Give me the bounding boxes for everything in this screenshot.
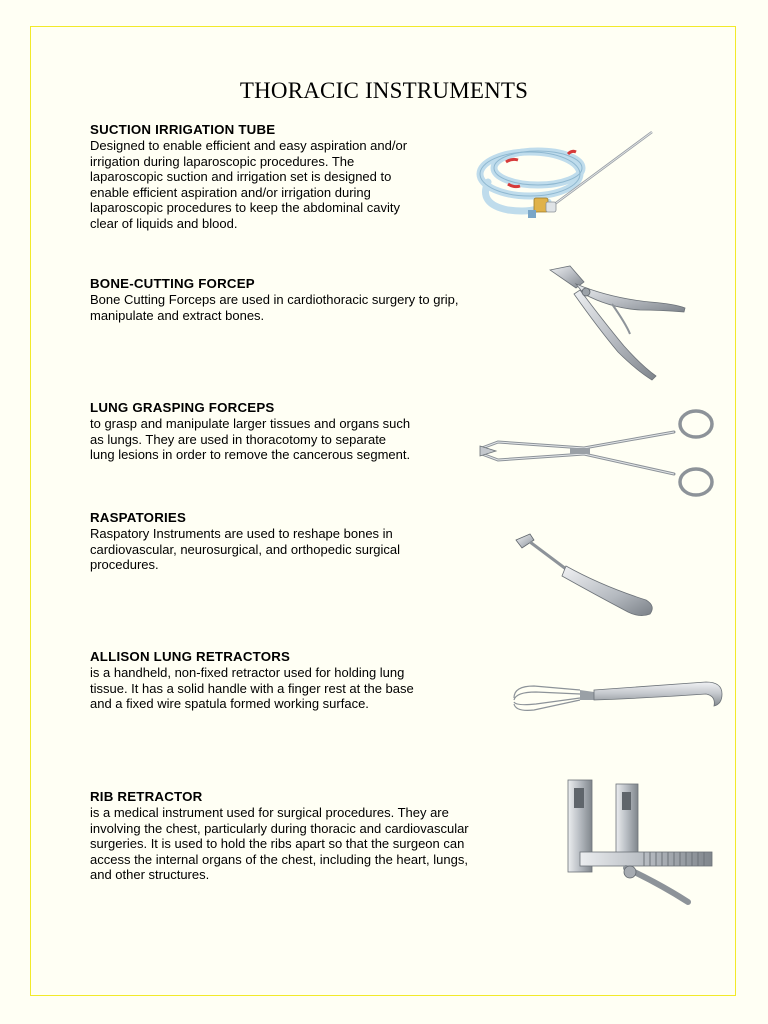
body-line: procedures. (90, 557, 159, 573)
section-body (90, 292, 530, 323)
body-line: enable efficient aspiration and/or irrigation during (90, 184, 371, 200)
section-suction-irrigation-tube (90, 122, 470, 232)
section-heading: ALLISON LUNG RETRACTORS (90, 649, 291, 664)
body-line: Raspatory Instruments are used to reshape bones in (90, 526, 393, 541)
body-line: Bone Cutting Forceps are used in cardiothoracic surgery to grip, (90, 292, 459, 307)
raspatory-image (510, 528, 660, 624)
section-body (90, 805, 550, 883)
body-line: involving the chest, particularly during thoracic and cardiovascular (90, 820, 469, 836)
body-line: is a handheld, non-fixed retractor used for holding lung (90, 665, 405, 680)
body-line: to grasp and manipulate larger tissues and organs such (90, 416, 411, 431)
document-title: THORACIC INSTRUMENTS (239, 78, 529, 103)
suction-irrigation-tube-image (468, 122, 668, 232)
body-line: and other structures. (90, 867, 210, 883)
lung-grasping-forceps-image (474, 404, 724, 500)
body-line: clear of liquids and blood. (90, 215, 238, 231)
section-bone-cutting-forcep (90, 276, 530, 323)
body-line: access the internal organs of the chest, including the heart, lungs, (90, 851, 468, 867)
rib-retractor-image (560, 776, 718, 912)
body-line: Designed to enable efficient and easy aspiration and/or (90, 138, 408, 153)
body-line: cardiovascular, neurosurgical, and orthopedic surgical (90, 541, 401, 557)
body-line: irrigation during laparoscopic procedures. The (90, 153, 355, 169)
body-line: surgeries. It is used to hold the ribs apart so that the surgeon can (90, 836, 465, 852)
section-allison-lung-retractors (90, 649, 470, 712)
body-line: lung lesions in order to remove the cancerous segment. (90, 447, 411, 463)
body-line: as lungs. They are used in thoracotomy to separate (90, 431, 387, 447)
section-raspatories (90, 510, 470, 573)
section-body (90, 138, 470, 232)
body-line: laparoscopic suction and irrigation set is designed to (90, 169, 392, 185)
section-heading: LUNG GRASPING FORCEPS (90, 400, 275, 415)
section-heading: BONE-CUTTING FORCEP (90, 276, 255, 291)
section-rib-retractor (90, 789, 550, 883)
section-heading: RIB RETRACTOR (90, 789, 203, 804)
section-body (90, 416, 470, 463)
bone-cutting-forcep-image (540, 262, 690, 384)
body-line: laparoscopic procedures to keep the abdominal cavity (90, 200, 401, 216)
body-line: is a medical instrument used for surgical procedures. They are (90, 805, 449, 820)
section-body (90, 526, 470, 573)
allison-lung-retractor-image (510, 674, 726, 722)
section-lung-grasping-forceps (90, 400, 470, 463)
section-body (90, 665, 470, 712)
section-heading: SUCTION IRRIGATION TUBE (90, 122, 276, 137)
body-line: and a fixed wire spatula formed working surface. (90, 696, 369, 712)
body-line: manipulate and extract bones. (90, 307, 265, 323)
section-heading: RASPATORIES (90, 510, 187, 525)
body-line: tissue. It has a solid handle with a finger rest at the base (90, 680, 414, 696)
